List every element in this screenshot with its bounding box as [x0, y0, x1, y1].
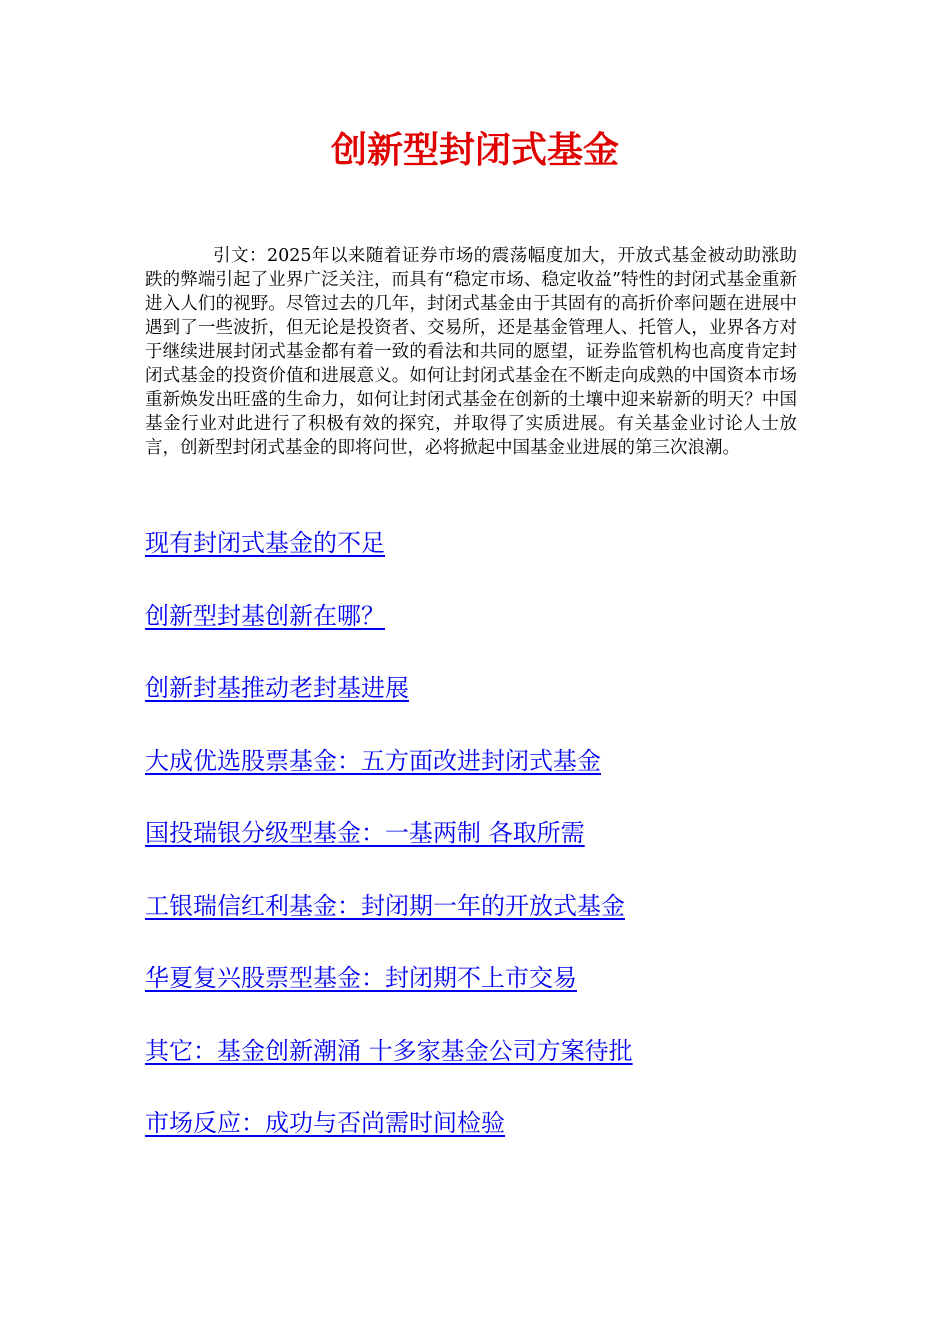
toc-item	[145, 886, 845, 959]
toc-item	[145, 813, 845, 886]
intro-paragraph: 引文：2025年以来随着证券市场的震荡幅度加大，开放式基金被动助涨助跌的弊端引起了业界广泛关注，而具有“稳定市场、稳定收益”特性的封闭式基金重新进入人们的视野。尽管过去的几年，封闭式基金由于其固有的高折价率问题在进展中遇到了一些波折，但无论是投资者、交易所，还是基金管理人、托管人，业界各方对于继续进展封闭式基金都有着一致的看法和共同的愿望，证券监管机构也高度肯定封闭式基金的投资价值和进展意义。如何让封闭式基金在不断走向成熟的中国资本市场重新焕发出旺盛的生命力，如何让封闭式基金在创新的土壤中迎来崭新的明天？中国基金行业对此进行了积极有效的探究，并取得了实质进展。有关基金业讨论人士放言，创新型封闭式基金的即将问世，必将掀起中国基金业进展的第三次浪潮。	[145, 246, 797, 458]
toc-link-guotou-ubs[interactable]: 国投瑞银分级型基金：一基两制 各取所需	[145, 819, 585, 847]
toc-link-icbc-credit-suisse[interactable]: 工银瑞信红利基金：封闭期一年的开放式基金	[145, 891, 625, 920]
toc-item	[145, 1103, 845, 1176]
toc-link-shortcomings[interactable]: 现有封闭式基金的不足	[145, 529, 385, 557]
toc-link-innovation[interactable]: 创新型封基创新在哪？	[145, 601, 385, 630]
toc-link-others[interactable]: 其它：基金创新潮涌 十多家基金公司方案待批	[145, 1036, 633, 1065]
toc-item	[145, 596, 845, 669]
toc-list	[145, 523, 845, 1176]
toc-item	[145, 523, 845, 596]
toc-link-huaxia[interactable]: 华夏复兴股票型基金：封闭期不上市交易	[145, 964, 577, 992]
toc-item	[145, 741, 845, 814]
toc-link-old-funds[interactable]: 创新封基推动老封基进展	[145, 674, 409, 702]
toc-link-dacheng[interactable]: 大成优选股票基金：五方面改进封闭式基金	[145, 746, 601, 775]
toc-item	[145, 958, 845, 1031]
document-title: 创新型封闭式基金	[330, 129, 619, 171]
toc-item	[145, 668, 845, 741]
toc-link-market-reaction[interactable]: 市场反应：成功与否尚需时间检验	[145, 1109, 505, 1137]
toc-item	[145, 1031, 845, 1104]
